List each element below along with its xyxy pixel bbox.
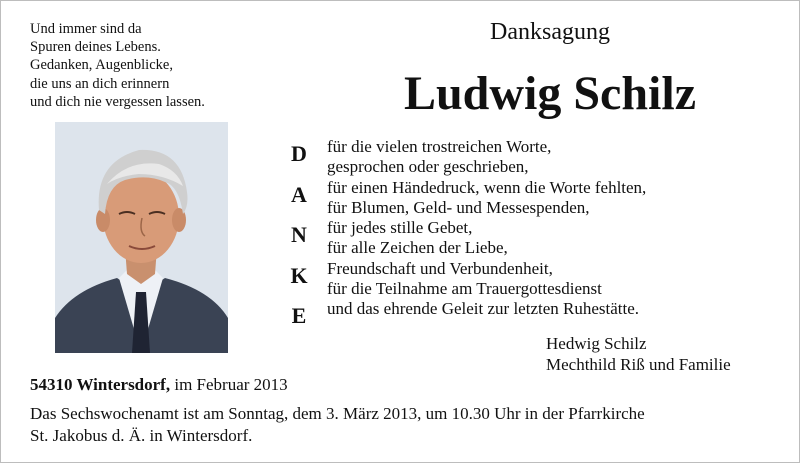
thanks-line: und das ehrende Geleit zur letzten Ruhestätte.	[327, 299, 640, 319]
thanks-text	[327, 137, 777, 320]
poem-line: Spuren deines Lebens.	[30, 39, 161, 56]
danke-letter: K	[290, 262, 308, 288]
danke-letter: D	[291, 141, 307, 166]
thanks-line: für alle Zeichen der Liebe,	[327, 238, 508, 258]
date: im Februar 2013	[170, 375, 288, 394]
place-date-line	[30, 374, 288, 396]
poem-line: Und immer sind da	[30, 21, 142, 37]
thanks-line: für einen Händedruck, wenn die Worte fehlten,	[327, 177, 647, 197]
portrait-photo	[55, 122, 228, 353]
notice-line: Das Sechswochenamt ist am Sonntag, dem 3. März 2013, um 10.30 Uhr in der Pfarrkirche	[30, 404, 645, 423]
signers	[546, 333, 786, 375]
thanks-line: für die vielen trostreichen Worte,	[327, 137, 552, 156]
thanks-line: für jedes stille Gebet,	[327, 218, 473, 238]
poem-line: und dich nie vergessen lassen.	[30, 93, 205, 110]
deceased-name: Ludwig Schilz	[403, 67, 697, 120]
notice-heading: Danksagung	[490, 19, 610, 45]
danke-letter: E	[291, 303, 307, 329]
place: 54310 Wintersdorf,	[30, 375, 171, 394]
danke-acrostic	[284, 140, 314, 343]
thanks-line: für Blumen, Geld- und Messespenden,	[327, 197, 590, 217]
poem-line: Gedanken, Augenblicke,	[30, 57, 173, 74]
signer-name: Hedwig Schilz	[546, 334, 647, 353]
thanks-line: Freundschaft und Verbundenheit,	[327, 258, 553, 278]
danke-letter: A	[291, 181, 307, 207]
poem-line: die uns an dich erinnern	[30, 75, 170, 92]
mass-notice	[30, 403, 790, 446]
memorial-poem	[30, 20, 290, 111]
danke-letter: N	[291, 222, 307, 248]
thanks-line: für die Teilnahme am Trauergottesdienst	[327, 279, 602, 299]
thanks-line: gesprochen oder geschrieben,	[327, 157, 529, 177]
portrait-image	[55, 122, 228, 353]
signer-family: Mechthild Riß und Familie	[546, 355, 731, 374]
notice-line: St. Jakobus d. Ä. in Wintersdorf.	[30, 425, 253, 445]
